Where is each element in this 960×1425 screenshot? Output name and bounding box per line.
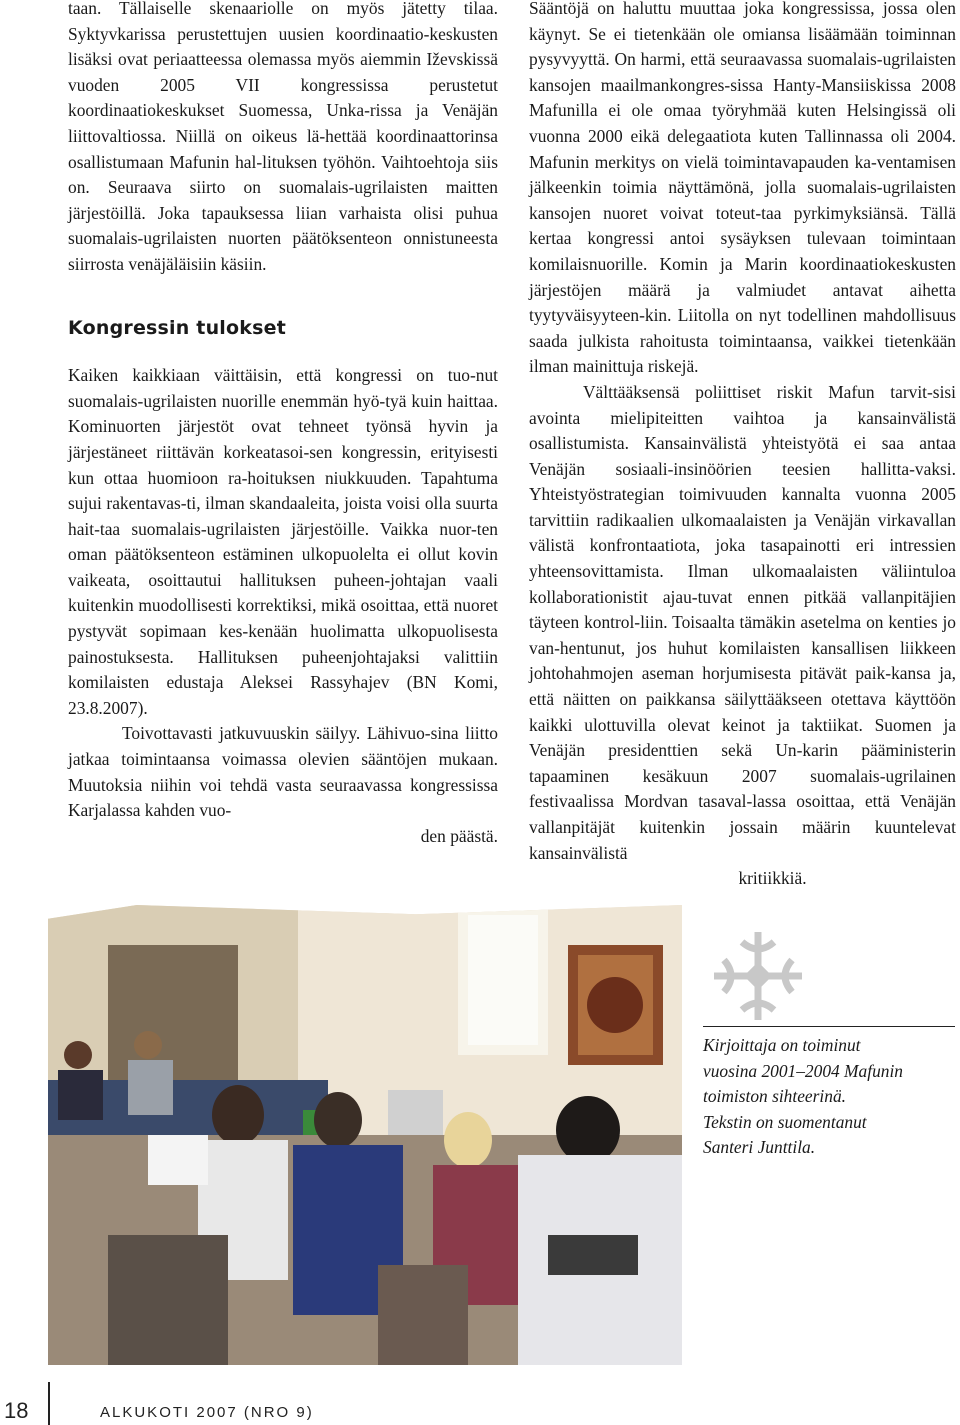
- author-note-line: Tekstin on suomentanut: [703, 1111, 867, 1132]
- page-number: 18: [4, 1398, 29, 1423]
- section-heading: Kongressin tulokset: [68, 316, 286, 339]
- left-paragraph-3-end: den päästä.: [420, 825, 498, 846]
- left-column: [68, 0, 498, 849]
- author-note-line: Kirjoittaja on toiminut: [703, 1035, 861, 1055]
- footer-divider: [48, 1382, 50, 1425]
- ornament-cross-icon: [704, 922, 812, 1030]
- author-note-line: toimiston sihteerinä.: [703, 1086, 846, 1107]
- conference-photo-illustration: [48, 905, 682, 1365]
- left-paragraph-1: taan. Tällaiselle skenaariolle on myös jätetty tilaa. Syktyvkarissa perustettujen uusien koordinaatio-keskusten lisäksi ovat periaatteessa olemassa myös aiemmin Iževskissä vuoden 2005 VII kongressissa perustetut koordinaatiokeskukset Suomessa, Unka-rissa ja Venäjän liittovaltiossa. Niillä on oikeus lä-hettää koordinaattorinsa osallistumaan Mafunin hal-lituksen työhön. Vaihtoehtoja siis on. Seuraava siirto on suomalais-ugrilaisten maitten järjestöillä. Joka tapauksessa liian varhaista olisi puhua suomalais-ugrilaisten nuorten päätöksenteon onnistuneesta siirrosta venäjäläisiin käsiin.: [68, 0, 498, 274]
- right-paragraph-1: Sääntöjä on haluttu muuttaa joka kongressissa, jossa olen käynyt. Se ei tietenkään ole omiansa lisäämään toiminnan pysyvyyttä. On harmi, että seuraavassa suomalais-ugrilaisten kansojen maailmankongres-sissa Hanty-Mansiiskissa 2008 Mafunilla ei ole omaa työryhmää kuten Helsingissä oli vuonna 2000 eikä delegaatiota kuten Tallinnassa oli 2004. Mafunin merkitys on vielä toimintavapauden ka-ventamisen jälkeenkin toimia näyttämönä, jolla suomalais-ugrilaisten kansojen nuoret voivat toteut-taa pyrkimyksiänsä. Tällä kertaa kongressi antoi sysäyksen tulevaan toimintaan komilaisnuorille. Komin ja Marin koordinaatiokeskusten järjestöjen määrä ja valmiudet antavat aihetta tyytyväisyyteen-kin. Liitolla on nyt todellinen mahdollisuus saada julkista rahoitusta toimintaansa, vaikkei tietenkään ilman mainittuja riskejä.: [529, 0, 956, 377]
- conference-photo: [48, 905, 682, 1365]
- author-note-line: Santeri Junttila.: [703, 1137, 816, 1158]
- author-note-line: vuosina 2001–2004 Mafunin: [703, 1060, 903, 1081]
- right-paragraph-2-end: kritiikkiä.: [738, 868, 807, 889]
- author-note: [703, 1026, 955, 1161]
- left-paragraph-2: Kaiken kaikkiaan väittäisin, että kongressi on tuo-nut suomalais-ugrilaisten nuorille enemmän hyö-tyä kuin haittaa. Kominuorten järjestöt ovat tehneet työnsä hyvin ja järjestäneet riittävän korkeatasoi-sen kongressin, erityisesti kun ottaa huomioon ra-hoituksen niukkuuden. Tapahtuma sujui rakentavas-ti, ilman skandaaleita, joista voisi olla suurta hait-taa suomalais-ugrilaisten järjestöille. Vaikka nuor-ten oman päätöksenteon estäminen ulkopuolelta ei ollut kovin vaikeata, osoittautui hallituksen puheen-johtajan vaali kuitenkin muodollisesti korrektiksi, mikä osoittaa, että nuoret pystyvät sopimaan kes-kenään huolimatta ulkopuolisesta painostuksesta. Hallituksen puheenjohtajaksi valittiin komilaisten edustaja Aleksei Rassyhajev (BN Komi, 23.8.2007).: [68, 365, 498, 718]
- journal-name: ALKUKOTI 2007 (NRO 9): [100, 1404, 314, 1421]
- right-column: [529, 0, 956, 892]
- right-paragraph-2: Välttääksensä poliittiset riskit Mafun tarvit-sisi avointa mielipiteitten vaihtoa ja kansainvälistä osallistumista. Kansainvälistä yhteistyötä ei saa antaa Venäjän sosiaali-insinöörien teesien hallitta-vaksi. Yhteistyöstrategian toimivuuden kannalta vuonna 2005 tarvittiin radikaalien ulkomaalaisten ja Venäjän virkavallan välistä konfrontaatiota, joka tasapainotti eri intressien yhteensovittamista. Ilman ulkomaalaisten väliintuloa kollaborationistit ajau-tuvat ennen pitkää vallanpitäjien täyteen kontrol-liin. Toisaalta tämäkin asetelma on kenties jo van-hentunut, jos huhut komilaisten kansallisen liikkeen johtohahmojen aseman horjumisesta pitävät paik-kansa ja, että näitten on paikkansa säilyttääkseen otettava käyttöön kaikki ulottuvilla olevat keinot ja taktiikat. Suomen ja Venäjän presidenttien sekä Un-karin pääministerin tapaaminen kesäkuun 2007 suomalais-ugrilainen festivaalissa Mordvan tasaval-lassa osoittaa, että Venäjän vallanpitäjät kuitenkin jossain määrin kuuntelevat kansainvälistä: [529, 381, 956, 863]
- left-paragraph-3: Toivottavasti jatkuvuuskin säilyy. Lähivuo-sina liitto jatkaa toimintaansa voimassa olevien sääntöjen mukaan. Muutoksia niihin voi tehdä vasta seuraavassa kongressissa Karjalassa kahden vuo-: [68, 723, 498, 821]
